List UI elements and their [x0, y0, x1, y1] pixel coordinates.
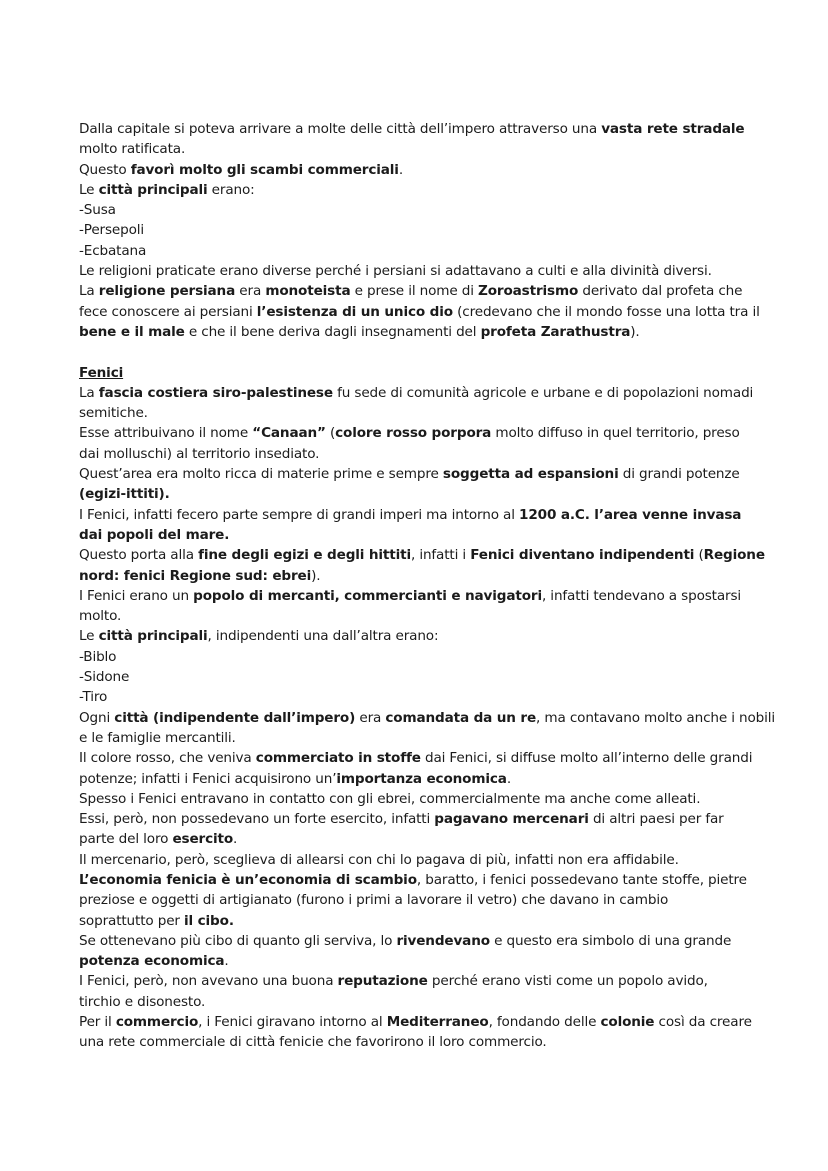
bold-text: popolo di mercanti, commercianti e navigatori	[193, 587, 542, 604]
bold-text: favorì molto gli scambi commerciali	[130, 161, 399, 178]
text-segment: e che il bene deriva dagli insegnamenti del	[184, 323, 481, 340]
text-segment: e prese il nome di	[350, 283, 478, 300]
text-line	[79, 667, 788, 687]
text-segment: una rete commerciale di città fenicie che favorirono il loro commercio.	[79, 1034, 547, 1051]
text-line	[79, 261, 788, 281]
bold-text: Regione	[703, 547, 765, 564]
paragraph-gap	[79, 342, 788, 362]
text-segment: Dalla capitale si poteva arrivare a molte delle città dell’impero attraverso una	[79, 121, 602, 137]
text-segment: -Persepoli	[79, 222, 145, 239]
text-segment: , fondando delle	[488, 1014, 601, 1031]
bold-text: commercio	[115, 1014, 199, 1031]
bold-text: Mediterraneo	[386, 1014, 489, 1031]
bold-text: L’economia fenicia è un’economia di scambio	[79, 871, 417, 888]
text-segment: Questo porta alla	[79, 547, 199, 564]
bold-text: monoteista	[265, 283, 351, 300]
text-line	[79, 464, 788, 484]
text-segment: e questo era simbolo di una grande	[489, 932, 732, 949]
text-line	[79, 403, 788, 423]
text-segment: Quest’area era molto ricca di materie prime e sempre	[79, 466, 443, 483]
text-segment: Se ottenevano più cibo di quanto gli serviva, lo	[79, 932, 397, 949]
bold-text: 1200 a.C. l’area venne invasa	[519, 506, 742, 523]
bold-text: il cibo.	[184, 912, 234, 929]
text-line	[79, 687, 788, 707]
text-segment: così da creare	[654, 1014, 752, 1031]
text-segment: (credevano che il mondo fosse una lotta tra il	[452, 303, 760, 320]
text-segment: I Fenici erano un	[79, 587, 194, 604]
text-segment: -Susa	[79, 202, 116, 219]
text-segment: Ogni	[79, 709, 115, 726]
bold-text: profeta Zarathustra	[480, 323, 631, 340]
text-line	[79, 626, 788, 646]
text-segment: erano:	[207, 181, 255, 198]
text-line	[79, 586, 788, 606]
text-segment: , i Fenici giravano intorno al	[198, 1014, 387, 1031]
text-segment: ).	[630, 323, 640, 340]
text-line	[79, 505, 788, 525]
text-segment: fece conoscere ai persiani	[79, 303, 257, 320]
bold-text: colonie	[600, 1014, 655, 1031]
text-line	[79, 160, 788, 180]
text-segment: .	[224, 953, 229, 970]
bold-text: importanza economica	[336, 770, 507, 787]
text-segment: preziose e oggetti di artigianato (furono i primi a lavorare il vetro) che davano in cambio	[79, 892, 669, 909]
text-line	[79, 423, 788, 443]
text-line	[79, 829, 788, 849]
text-line	[79, 708, 788, 728]
bold-text: commerciato in stoffe	[255, 750, 421, 767]
section-heading: Fenici	[79, 364, 124, 381]
text-segment: Per il	[79, 1014, 116, 1031]
text-line	[79, 220, 788, 240]
text-line	[79, 992, 788, 1012]
text-line	[79, 748, 788, 768]
text-segment: e le famiglie mercantili.	[79, 729, 236, 746]
text-segment: Questo	[79, 161, 131, 178]
text-segment: dai molluschi) al territorio insediato.	[79, 445, 320, 462]
text-line	[79, 484, 788, 504]
text-segment: Le religioni praticate erano diverse perché i persiani si adattavano a culti e alla divinità diversi.	[79, 263, 712, 280]
text-line	[79, 890, 788, 910]
bold-text: città principali	[98, 181, 208, 198]
text-segment: (	[694, 547, 704, 564]
text-segment: , ma contavano molto anche i nobili	[536, 709, 776, 726]
text-segment: Esse attribuivano il nome	[79, 425, 253, 442]
text-segment: tirchio e disonesto.	[79, 993, 206, 1010]
text-segment: derivato dal profeta che	[578, 283, 743, 300]
text-line	[79, 606, 788, 626]
text-segment: -Tiro	[79, 689, 108, 706]
text-segment: di altri paesi per far	[588, 811, 724, 828]
text-segment: -Biblo	[79, 648, 117, 665]
bold-text: Fenici diventano indipendenti	[470, 547, 695, 564]
text-line	[79, 951, 788, 971]
text-segment: .	[398, 161, 403, 178]
text-segment: , baratto, i fenici possedevano tante stoffe, pietre	[416, 871, 747, 888]
text-line	[79, 931, 788, 951]
text-segment: era	[235, 283, 266, 300]
text-line	[79, 911, 788, 931]
bold-text: città (indipendente dall’impero)	[114, 709, 356, 726]
text-line	[79, 809, 788, 829]
bold-text: bene e il male	[79, 323, 185, 340]
text-line	[79, 647, 788, 667]
text-segment: molto.	[79, 608, 122, 625]
bold-text: reputazione	[337, 973, 428, 990]
text-segment: potenze; infatti i Fenici acquisirono un’	[79, 770, 337, 787]
text-line	[79, 139, 788, 159]
text-segment: Essi, però, non possedevano un forte esercito, infatti	[79, 811, 435, 828]
text-segment: semitiche.	[79, 405, 148, 422]
bold-text: soggetta ad espansioni	[442, 466, 619, 483]
bold-text: vasta rete stradale	[601, 121, 745, 137]
text-segment: .	[233, 831, 238, 848]
text-line	[79, 769, 788, 789]
text-line	[79, 1032, 788, 1052]
text-segment: , infatti i	[410, 547, 471, 564]
text-segment: , indipendenti una dall’altra erano:	[207, 628, 439, 645]
bold-text: fine degli egizi e degli hittiti	[198, 547, 411, 564]
text-segment: Le	[79, 181, 99, 198]
text-segment: molto ratificata.	[79, 141, 186, 158]
bold-text: rivendevano	[396, 932, 490, 949]
text-segment: molto diffuso in quel territorio, preso	[491, 425, 740, 442]
text-segment: Il colore rosso, che veniva	[79, 750, 256, 767]
bold-text: l’esistenza di un unico dio	[256, 303, 453, 320]
text-line	[79, 971, 788, 991]
text-segment: Le	[79, 628, 99, 645]
bold-text: “Canaan”	[252, 425, 326, 442]
bold-text: (egizi-ittiti).	[79, 486, 170, 503]
text-segment: ).	[311, 567, 321, 584]
text-line	[79, 200, 788, 220]
text-segment: soprattutto per	[79, 912, 185, 929]
text-line	[79, 789, 788, 809]
bold-text: potenza economica	[79, 953, 225, 970]
text-line	[79, 566, 788, 586]
text-segment: La	[79, 283, 99, 300]
bold-text: fascia costiera siro-palestinese	[98, 384, 333, 401]
text-segment: Il mercenario, però, sceglieva di allearsi con chi lo pagava di più, infatti non era affidabile.	[79, 851, 679, 868]
text-line	[79, 850, 788, 870]
text-segment: .	[506, 770, 512, 787]
text-line	[79, 525, 788, 545]
text-line	[79, 383, 788, 403]
text-line	[79, 241, 788, 261]
text-line	[79, 1012, 788, 1032]
text-segment: I Fenici, infatti fecero parte sempre di grandi imperi ma intorno al	[79, 506, 520, 523]
bold-text: Zoroastrismo	[478, 283, 579, 300]
text-line	[79, 322, 788, 342]
text-segment: , infatti tendevano a spostarsi	[541, 587, 742, 604]
text-segment: perché erano visti come un popolo avido,	[427, 973, 708, 990]
text-segment: era	[355, 709, 386, 726]
bold-text: religione persiana	[98, 283, 236, 300]
text-segment: parte del loro	[79, 831, 173, 848]
bold-text: esercito	[172, 831, 234, 848]
bold-text: nord: fenici Regione sud: ebrei	[79, 567, 312, 584]
text-segment: -Ecbatana	[79, 242, 147, 259]
text-line	[79, 281, 788, 301]
text-segment: La	[79, 384, 99, 401]
text-segment: -Sidone	[79, 669, 130, 686]
text-segment: (	[325, 425, 336, 442]
text-segment: Spesso i Fenici entravano in contatto con gli ebrei, commercialmente ma anche come alleati.	[79, 790, 701, 807]
bold-text: città principali	[98, 628, 208, 645]
bold-text: pagavano mercenari	[434, 811, 589, 828]
text-line	[79, 302, 788, 322]
bold-text: colore rosso porpora	[335, 425, 492, 442]
text-segment: fu sede di comunità agricole e urbane e di popolazioni nomadi	[332, 384, 754, 401]
text-line	[79, 728, 788, 748]
text-line	[79, 444, 788, 464]
bold-text: dai popoli del mare.	[79, 526, 230, 543]
bold-text: comandata da un re	[385, 709, 537, 726]
text-segment: dai Fenici, si diffuse molto all’interno delle grandi	[420, 750, 753, 767]
text-line	[79, 363, 788, 383]
text-line	[79, 545, 788, 565]
text-line	[79, 870, 788, 890]
text-line	[79, 119, 788, 139]
text-segment: I Fenici, però, non avevano una buona	[79, 973, 338, 990]
text-segment: di grandi potenze	[618, 466, 740, 483]
text-line	[79, 180, 788, 200]
